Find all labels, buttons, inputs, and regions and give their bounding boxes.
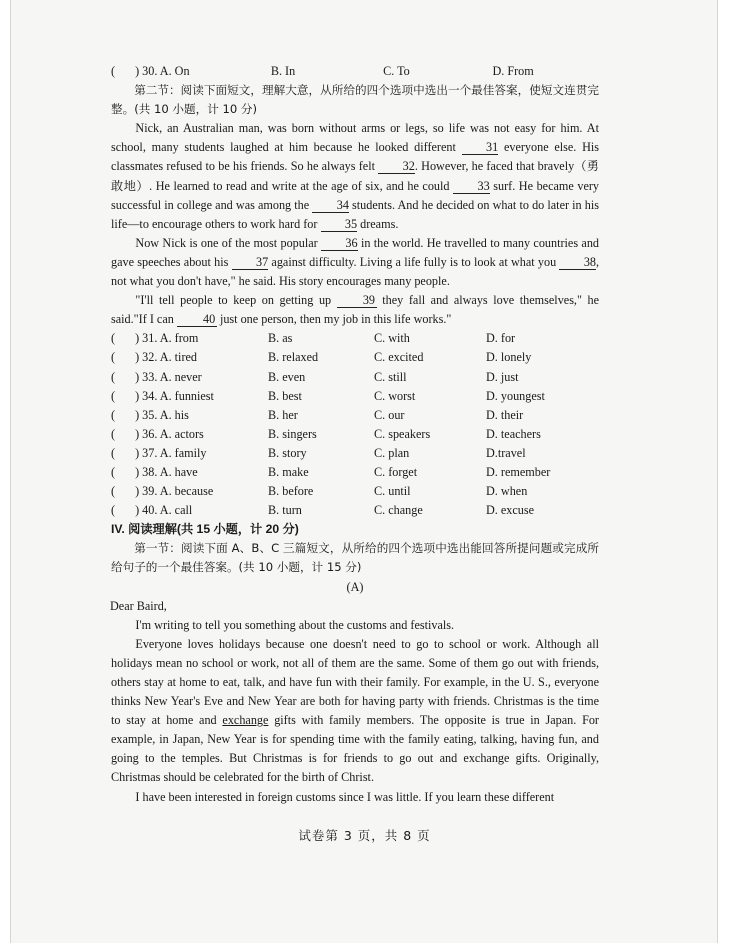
blank-34: 34 bbox=[312, 198, 349, 213]
cloze-paragraph-3: "I'll tell people to keep on getting up 39 they fall and always love themselves," he said."If I can 40 just one person, then my job in this life works." bbox=[111, 293, 600, 327]
option-b: B. before bbox=[268, 484, 314, 499]
answer-paren: ( bbox=[111, 426, 116, 441]
option-row bbox=[111, 501, 599, 520]
page-content bbox=[111, 62, 599, 807]
option-d: D.travel bbox=[486, 445, 526, 460]
option-a: ) 39. A. because bbox=[135, 484, 214, 499]
question-30-row bbox=[111, 62, 599, 81]
letter-paragraph-3: I have been interested in foreign customs since I was little. If you learn these different bbox=[135, 789, 555, 804]
question-30-option-c: C. To bbox=[383, 64, 410, 78]
option-row bbox=[111, 329, 599, 348]
answer-paren: ( bbox=[111, 369, 116, 384]
option-b: B. even bbox=[268, 369, 306, 384]
letter-paragraph-1: I'm writing to tell you something about the customs and festivals. bbox=[135, 617, 455, 632]
option-b: B. relaxed bbox=[268, 350, 319, 365]
option-a: ) 40. A. call bbox=[135, 503, 193, 518]
blank-36: 36 bbox=[321, 236, 358, 251]
blank-35: 35 bbox=[321, 217, 358, 232]
option-a: ) 35. A. his bbox=[135, 407, 189, 422]
option-d: D. excuse bbox=[486, 503, 535, 518]
option-b: B. turn bbox=[268, 503, 302, 518]
blank-31: 31 bbox=[462, 140, 499, 155]
option-c: C. our bbox=[374, 407, 405, 422]
option-c: C. until bbox=[374, 484, 411, 499]
answer-paren: ( bbox=[111, 407, 116, 422]
option-a: ) 33. A. never bbox=[135, 369, 202, 384]
answer-paren: ( bbox=[111, 503, 116, 518]
answer-paren: ( bbox=[111, 331, 116, 346]
option-c: C. still bbox=[374, 369, 407, 384]
cloze-options bbox=[111, 329, 599, 520]
option-a: ) 32. A. tired bbox=[135, 350, 198, 365]
answer-paren: ( bbox=[111, 484, 116, 499]
option-c: C. forget bbox=[374, 464, 418, 479]
option-row bbox=[111, 387, 599, 406]
blank-37: 37 bbox=[232, 255, 269, 270]
answer-paren: ( bbox=[111, 464, 116, 479]
option-b: B. singers bbox=[268, 426, 317, 441]
letter-paragraph-2: Everyone loves holidays because one doesn't need to go to school or work. Although all holidays mean no school or work, not all of them are the same. Some of them go out with friends, others stay at home to eat, talk, and have fun with their family. For example, in the U. S., everyone thinks New Year's Eve and New Year are both for having party with friends. Christmas is the time to stay at home and exchange gifts with family members. The opposite is true in Japan. For example, in Japan, New Year is for spending time with the family eating, talking, having fun, and going to the temples. But Christmas is for friends to go out and exchange gifts. Originally, Christmas should be celebrated for the birth of Christ. bbox=[111, 636, 599, 785]
section2-instruction: 第二节：阅读下面短文，理解大意，从所给的四个选项中选出一个最佳答案，使短文连贯完整。(共 10 小题，计 10 分) bbox=[111, 83, 599, 117]
option-d: D. for bbox=[486, 331, 516, 346]
option-d: D. remember bbox=[486, 464, 551, 479]
answer-paren: ( bbox=[111, 445, 116, 460]
option-b: B. best bbox=[268, 388, 302, 403]
option-a: ) 36. A. actors bbox=[135, 426, 204, 441]
option-d: D. teachers bbox=[486, 426, 541, 441]
option-b: B. as bbox=[268, 331, 293, 346]
option-d: D. youngest bbox=[486, 388, 545, 403]
blank-39: 39 bbox=[337, 293, 377, 308]
option-row bbox=[111, 368, 599, 387]
question-30-option-b: B. In bbox=[270, 64, 296, 78]
option-row bbox=[111, 444, 599, 463]
answer-paren: ( bbox=[111, 388, 116, 403]
option-c: C. speakers bbox=[374, 426, 431, 441]
question-30-option-a: ) 30. A. On bbox=[135, 64, 190, 78]
option-row bbox=[111, 482, 599, 501]
part4-section1-instruction: 第一节：阅读下面 A、B、C 三篇短文，从所给的四个选项中选出能回答所提问题或完成所给句子的一个最佳答案。(共 10 小题，计 15 分) bbox=[111, 541, 599, 575]
option-c: C. worst bbox=[374, 388, 416, 403]
option-a: ) 38. A. have bbox=[135, 464, 198, 479]
part4-heading: IV. 阅读理解(共 15 小题，计 20 分) bbox=[111, 522, 299, 537]
option-a: ) 34. A. funniest bbox=[135, 388, 214, 403]
option-d: D. just bbox=[486, 369, 519, 384]
option-d: D. when bbox=[486, 484, 528, 499]
blank-38: 38 bbox=[559, 255, 596, 270]
option-c: C. plan bbox=[374, 445, 410, 460]
option-row bbox=[111, 348, 599, 367]
answer-paren: ( bbox=[111, 64, 116, 78]
option-row bbox=[111, 463, 599, 482]
question-30-option-d: D. From bbox=[492, 64, 534, 78]
letter-salutation: Dear Baird, bbox=[110, 598, 167, 613]
option-b: B. make bbox=[268, 464, 309, 479]
underlined-word: exchange bbox=[222, 713, 269, 728]
blank-33: 33 bbox=[453, 179, 490, 194]
option-c: C. excited bbox=[374, 350, 424, 365]
option-c: C. change bbox=[374, 503, 423, 518]
cloze-paragraph-2: Now Nick is one of the most popular 36 in the world. He travelled to many countries and gave speeches about his 37 against difficulty. Living a life fully is to look at what you 38, not what you don't have," he said. His story encourages many people. bbox=[111, 235, 600, 289]
option-d: D. their bbox=[486, 407, 524, 422]
option-b: B. story bbox=[268, 445, 307, 460]
passage-label: (A) bbox=[346, 579, 364, 594]
blank-32: 32 bbox=[378, 159, 415, 174]
page-footer: 试卷第 3 页，共 8 页 bbox=[298, 828, 431, 843]
option-d: D. lonely bbox=[486, 350, 532, 365]
option-row bbox=[111, 406, 599, 425]
answer-paren: ( bbox=[111, 350, 116, 365]
option-a: ) 37. A. family bbox=[135, 445, 207, 460]
option-c: C. with bbox=[374, 331, 410, 346]
blank-40: 40 bbox=[177, 312, 217, 327]
cloze-paragraph-1: Nick, an Australian man, was born without arms or legs, so life was not easy for him. At school, many students laughed at him because he looked different 31 everyone else. His classmates refused to be his friends. So he always felt 32. However, he faced that bravely（勇敢地）. He learned to read and write at the age of six, and he could 33 surf. He became very successful in college and was among the 34 students. And he decided on what to do later in his life—to encourage others to work hard for 35 dreams. bbox=[111, 121, 600, 231]
option-row bbox=[111, 425, 599, 444]
option-a: ) 31. A. from bbox=[135, 331, 199, 346]
option-b: B. her bbox=[268, 407, 298, 422]
